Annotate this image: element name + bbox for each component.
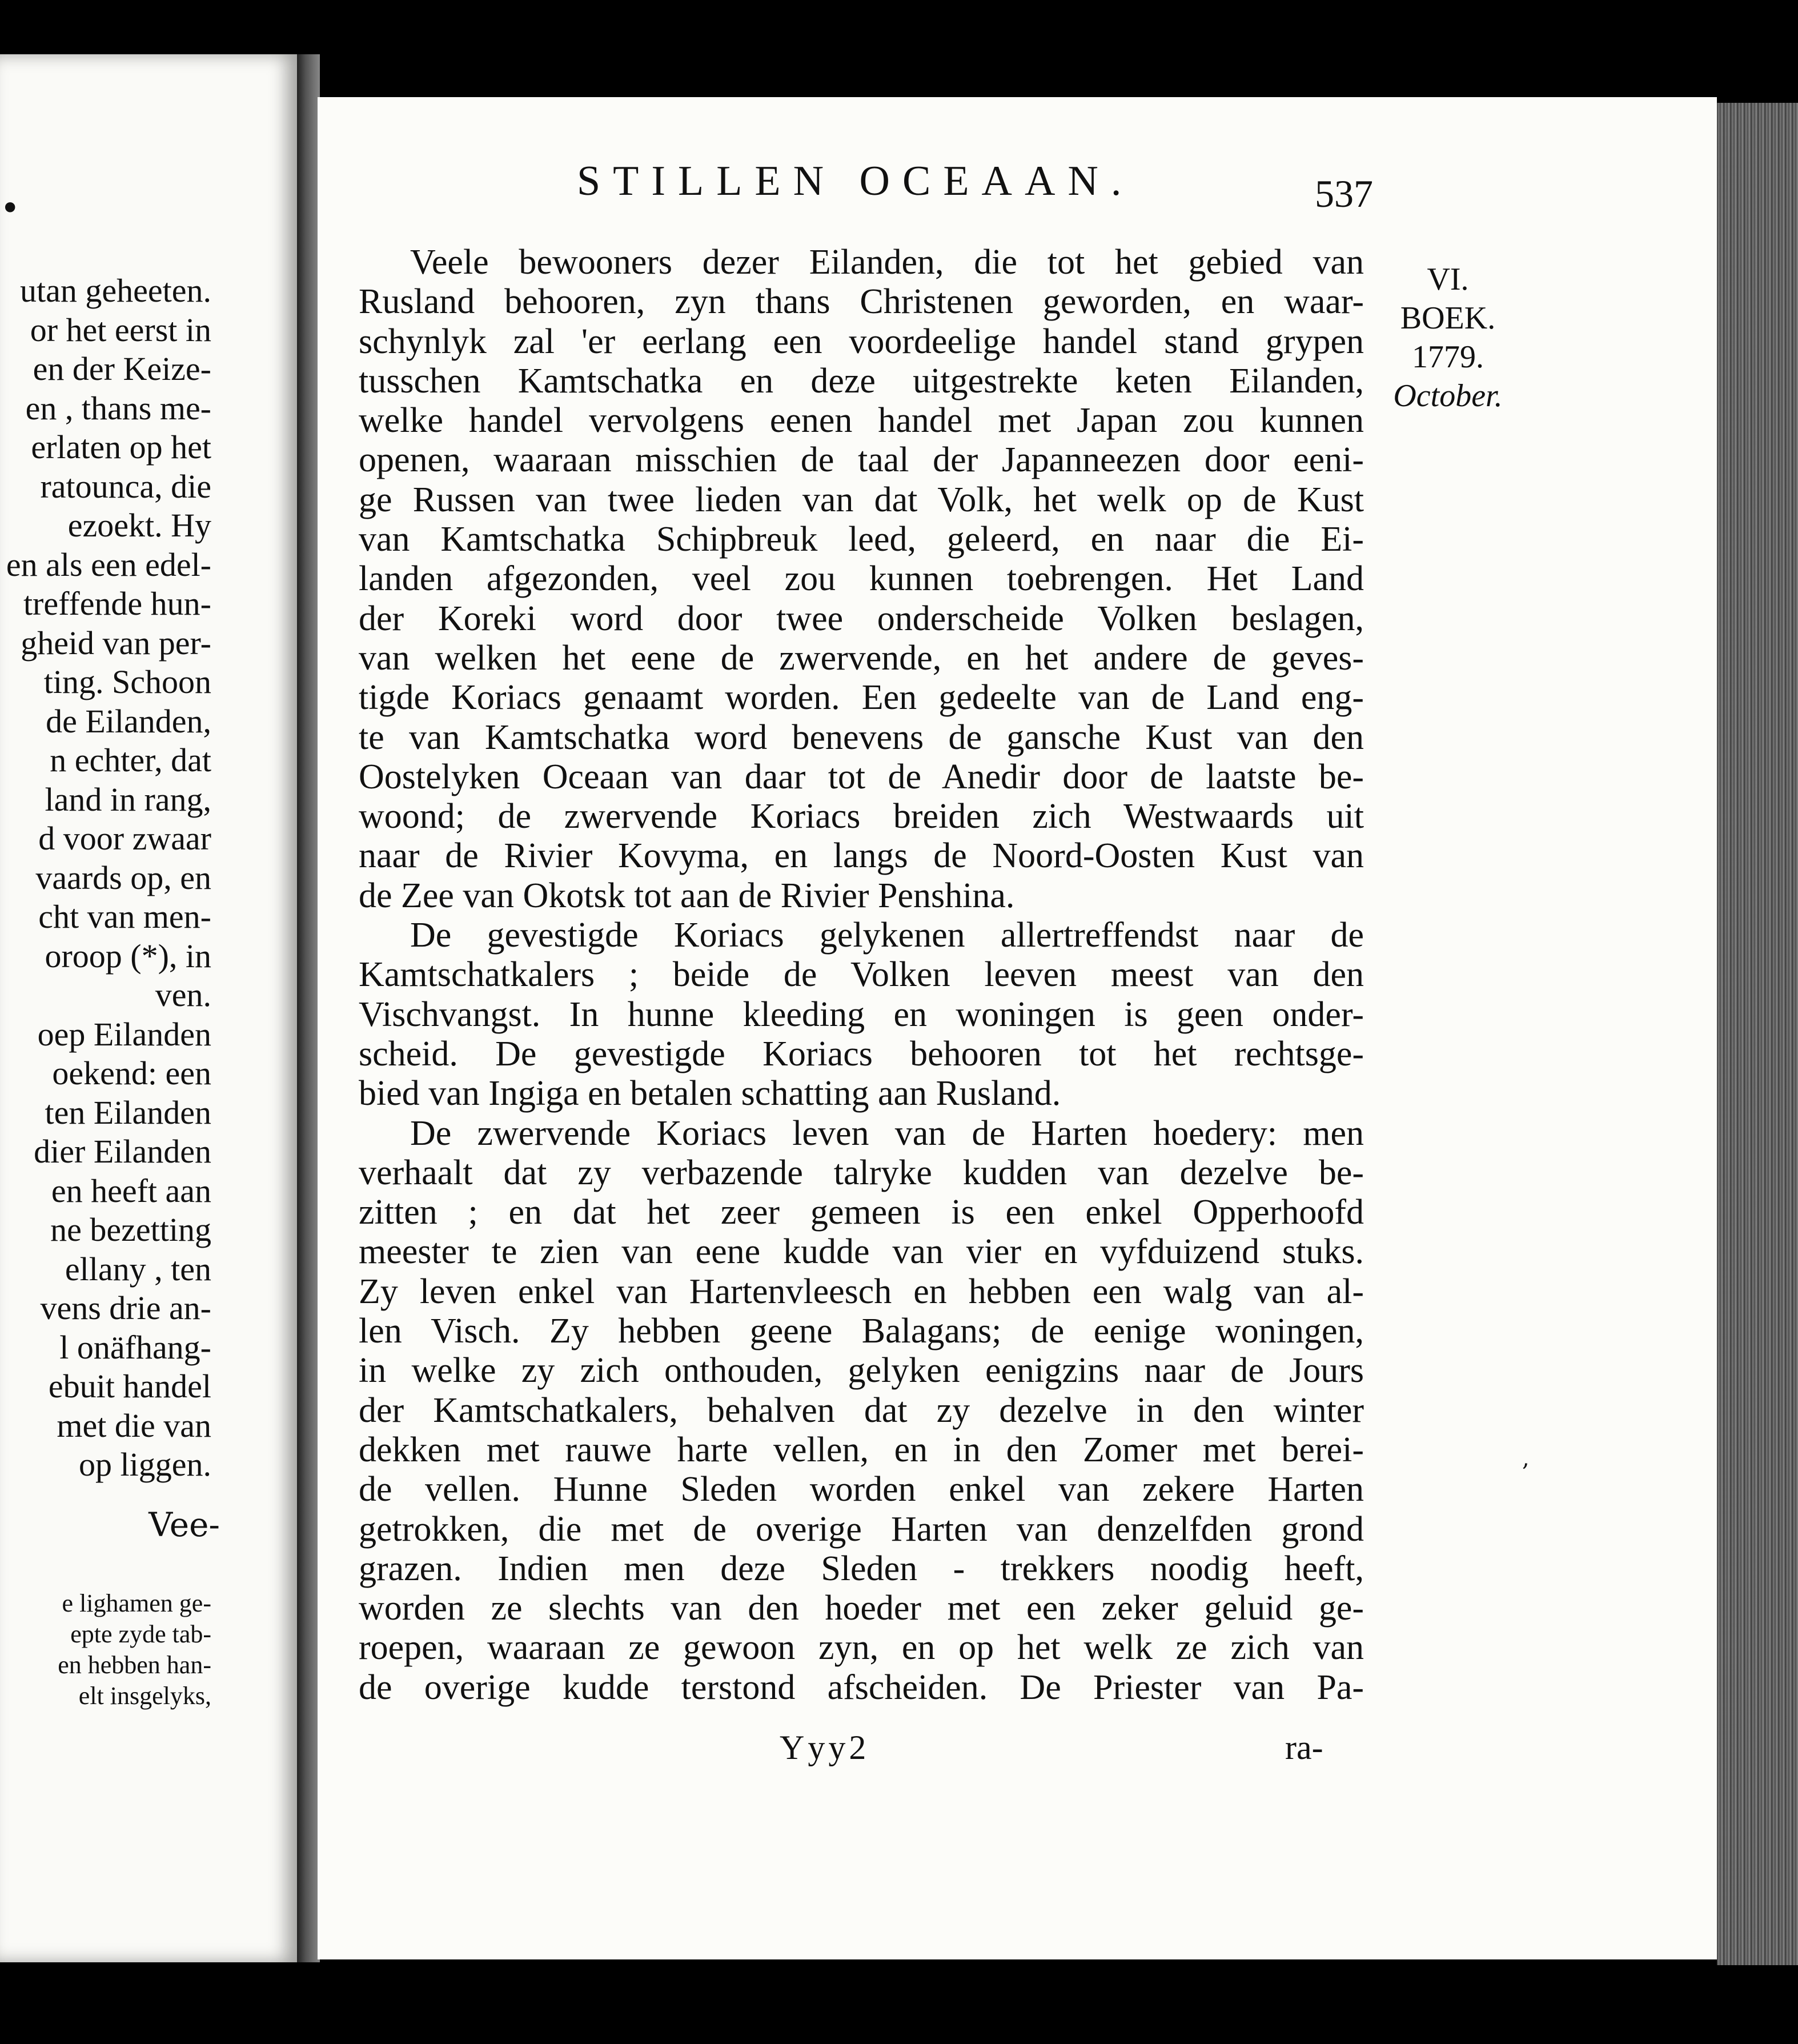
body-text-line: naar de Rivier Kovyma, en langs de Noord-Oosten Kust van: [359, 836, 1364, 876]
catchword: ra-: [1285, 1729, 1323, 1766]
body-text-line: grazen. Indien men deze Sleden - trekkers noodig heeft,: [359, 1549, 1364, 1588]
body-text-line: landen afgezonden, veel zou kunnen toebrengen. Het Land: [359, 559, 1364, 599]
body-text-line: Vischvangst. In hunne kleeding en woningen is geen onder-: [359, 995, 1364, 1034]
body-text-line: schynlyk zal 'er eerlang een voordeelige handel stand grypen: [359, 322, 1364, 361]
signature-mark: Yyy2: [780, 1729, 870, 1766]
body-text-line: Oostelyken Oceaan van daar tot de Anedir door de laatste be-: [359, 757, 1364, 796]
body-text-line: getrokken, die met de overige Harten van denzelfden grond: [359, 1509, 1364, 1549]
body-text-line: De gevestigde Koriacs gelykenen allertreffendst naar de: [410, 916, 1364, 955]
left-footnote-line: elt insgelyks,: [78, 1682, 211, 1710]
left-text-line: or het eerst in: [30, 311, 211, 348]
body-text-line: Zy leven enkel van Hartenvleesch en hebben een walg van al-: [359, 1272, 1364, 1311]
margin-month: October.: [1393, 378, 1503, 414]
left-text-line: cht van men-: [38, 898, 211, 935]
left-text-line: vaards op, en: [35, 859, 211, 896]
body-text-line: ge Russen van twee lieden van dat Volk, het welk op de Kust: [359, 480, 1364, 519]
body-text-line: te van Kamtschatka word benevens de gansche Kust van den: [359, 718, 1364, 757]
body-text-line: len Visch. Zy hebben geene Balagans; de eenige woningen,: [359, 1312, 1364, 1351]
left-text-line: ven.: [155, 976, 211, 1013]
margin-year: 1779.: [1412, 339, 1484, 375]
body-text-line: welke handel vervolgens eenen handel met Japan zou kunnen: [359, 401, 1364, 440]
left-text-line: treffende hun-: [23, 585, 211, 622]
body-text-line: de vellen. Hunne Sleden worden enkel van zekere Harten: [359, 1470, 1364, 1509]
left-footnote-line: epte zyde tab-: [70, 1620, 211, 1648]
body-text-line: tigde Koriacs genaamt worden. Een gedeelte van de Land eng-: [359, 678, 1364, 718]
margin-note: [1388, 260, 1508, 415]
body-text-line: tusschen Kamtschatka en deze uitgestrekte keten Eilanden,: [359, 361, 1364, 400]
left-text-line: de Eilanden,: [46, 702, 211, 740]
body-text-line: openen, waaraan misschien de taal der Japanneezen door eeni-: [359, 440, 1364, 480]
left-footnote-line: en hebben han-: [58, 1651, 211, 1679]
stray-mark: ,: [1522, 1445, 1530, 1472]
left-text-line: ting. Schoon: [43, 663, 211, 700]
left-text-line: land in rang,: [45, 780, 211, 818]
left-page-footnotes: [58, 1588, 211, 1712]
left-text-line: ratounca, die: [40, 467, 211, 505]
left-text-line: oroop (*), in: [45, 937, 211, 975]
left-text-line: ebuit handel: [48, 1368, 211, 1405]
page-marker: •: [0, 189, 21, 229]
left-text-line: op liggen.: [79, 1446, 211, 1483]
body-text-line: scheid. De gevestigde Koriacs behooren tot het rechtsge-: [359, 1034, 1364, 1073]
left-text-line: en als een edel-: [6, 546, 211, 583]
left-text-line: d voor zwaar: [38, 820, 211, 857]
body-text-line: der Kamtschatkalers, behalven dat zy dezelve in den winter: [359, 1390, 1364, 1430]
left-text-line: en heeft aan: [51, 1172, 211, 1209]
left-text-line: ne bezetting: [50, 1211, 211, 1248]
body-text-line: dekken met rauwe harte vellen, en in den Zomer met berei-: [359, 1430, 1364, 1469]
body-text-line: meester te zien van eene kudde van vier en vyfduizend stuks.: [359, 1232, 1364, 1272]
body-text-line: verhaalt dat zy verbazende talryke kudden van dezelve be-: [359, 1153, 1364, 1192]
left-text-line: en der Keize-: [33, 350, 211, 387]
body-text-line: zitten ; en dat het zeer gemeen is een enkel Opperhoofd: [359, 1193, 1364, 1232]
left-text-line: oekend: een: [52, 1055, 211, 1092]
left-text-line: gheid van per-: [21, 624, 211, 662]
page-edges: [1717, 103, 1798, 1965]
body-text-line: roepen, waaraan ze gewoon zyn, en op het welk ze zich van: [359, 1628, 1364, 1668]
left-text-line: ellany , ten: [65, 1250, 211, 1288]
left-text-line: n echter, dat: [50, 742, 211, 779]
left-text-line: met die van: [57, 1406, 211, 1444]
body-text-line: van welken het eene de zwervende, en het andere de geves-: [359, 638, 1364, 678]
body-text: [359, 243, 1364, 1708]
body-text-line: Rusland behooren, zyn thans Christenen geworden, en waar-: [359, 282, 1364, 322]
body-text-line: woond; de zwervende Koriacs breiden zich Westwaards uit: [359, 797, 1364, 836]
left-text-line: oep Eilanden: [37, 1015, 211, 1053]
body-text-line: Veele bewooners dezer Eilanden, die tot het gebied van: [410, 243, 1364, 282]
left-text-line: l onäfhang-: [59, 1328, 211, 1366]
left-footnote-line: e lighamen ge-: [62, 1589, 211, 1617]
body-text-line: in welke zy zich onthouden, gelyken eenigzins naar de Jours: [359, 1351, 1364, 1390]
body-text-line: De zwervende Koriacs leven van de Harten hoedery: men: [410, 1113, 1364, 1153]
body-text-line: Kamtschatkalers ; beide de Volken leeven meest van den: [359, 955, 1364, 995]
margin-book-number: VI.: [1427, 262, 1469, 297]
left-text-line: dier Eilanden: [34, 1133, 211, 1170]
left-catchword: Vee-: [149, 1505, 220, 1544]
left-text-line: erlaten op het: [31, 428, 211, 466]
margin-book-label: BOEK.: [1400, 300, 1496, 336]
left-text-line: ten Eilanden: [45, 1093, 211, 1131]
body-text-line: bied van Ingiga en betalen schatting aan Rusland.: [359, 1074, 1061, 1113]
left-text-line: vens drie an-: [40, 1289, 211, 1326]
page-number: 537: [1315, 172, 1373, 215]
body-text-line: der Koreki word door twee onderscheide Volken beslagen,: [359, 599, 1364, 638]
book-gutter: [297, 54, 320, 1962]
body-text-line: de overige kudde terstond afscheiden. De Priester van Pa-: [359, 1668, 1364, 1707]
left-text-line: ezoekt. Hy: [67, 507, 211, 544]
left-text-line: en , thans me-: [25, 389, 211, 427]
left-page-text: [6, 271, 211, 1485]
body-text-line: van Kamtschatka Schipbreuk leed, geleerd, en naar die Ei-: [359, 520, 1364, 559]
left-page: [0, 54, 297, 1962]
left-text-line: utan geheeten.: [20, 272, 211, 309]
body-text-line: de Zee van Okotsk tot aan de Rivier Penshina.: [359, 876, 1015, 915]
running-head: STILLEN OCEAAN.: [577, 158, 1134, 205]
body-text-line: worden ze slechts van den hoeder met een zeker geluid ge-: [359, 1589, 1364, 1628]
